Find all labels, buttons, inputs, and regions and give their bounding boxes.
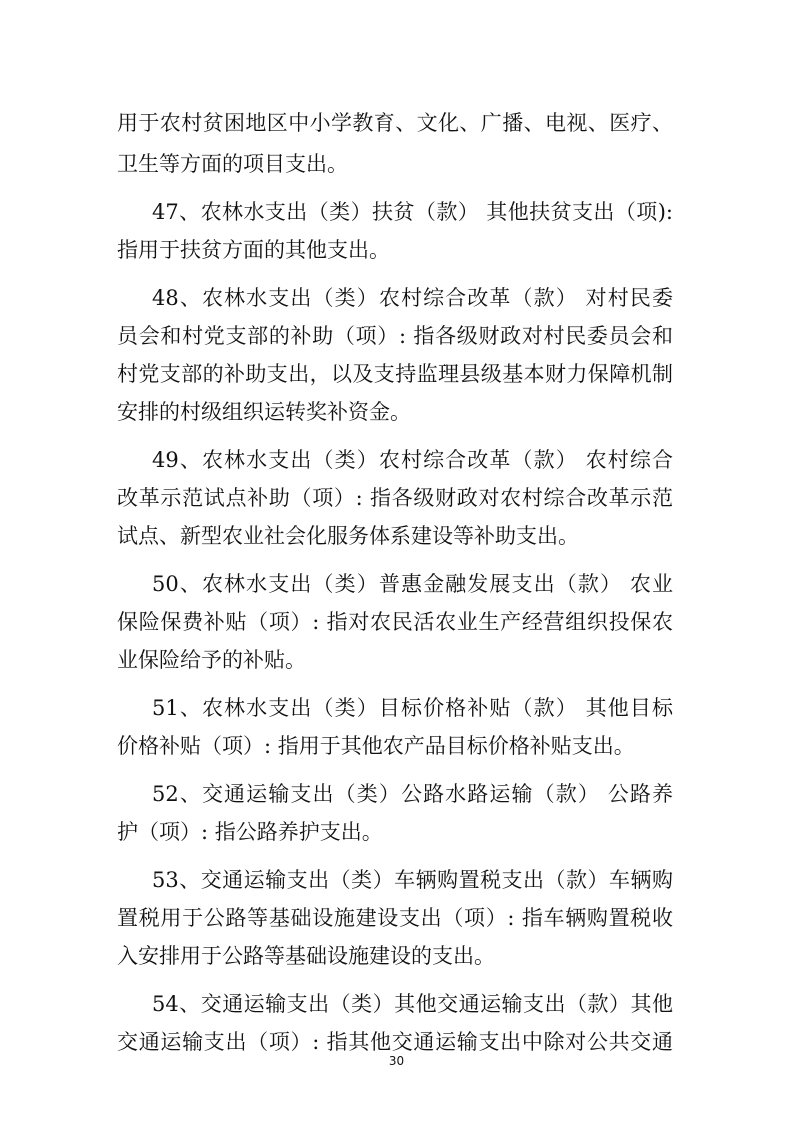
text-line: 48、农林水支出（类）农村综合改革（款） 对村民委 bbox=[152, 286, 673, 310]
text-line: 护（项）: 指公路养护支出。 bbox=[117, 820, 383, 844]
text-line: 用于农村贫困地区中小学教育、文化、广播、电视、医疗、 bbox=[117, 111, 673, 135]
text-line: 改革示范试点补助（项）: 指各级财政对农村综合改革示范 bbox=[117, 486, 673, 510]
text-line: 53、交通运输支出（类）车辆购置税支出（款）车辆购 bbox=[152, 868, 673, 892]
text-line: 指用于扶贫方面的其他支出。 bbox=[117, 238, 390, 262]
text-line: 员会和村党支部的补助（项）: 指各级财政对村民委员会和 bbox=[117, 324, 673, 348]
text-line: 50、农林水支出（类）普惠金融发展支出（款） 农业 bbox=[152, 572, 673, 596]
page-number: 30 bbox=[388, 1054, 405, 1068]
text-line: 安排的村级组织运转奖补资金。 bbox=[117, 400, 411, 424]
text-line: 保险保费补贴（项）: 指对农民活农业生产经营组织投保农 bbox=[117, 610, 673, 634]
text-line: 52、交通运输支出（类）公路水路运输（款） 公路养 bbox=[152, 782, 673, 806]
text-line: 51、农林水支出（类）目标价格补贴（款） 其他目标 bbox=[152, 696, 673, 720]
text-line: 交通运输支出（项）: 指其他交通运输支出中除对公共交通 bbox=[117, 1030, 673, 1054]
text-line: 业保险给予的补贴。 bbox=[117, 648, 306, 672]
text-line: 49、农林水支出（类）农村综合改革（款） 农村综合 bbox=[152, 448, 673, 472]
text-line: 卫生等方面的项目支出。 bbox=[117, 152, 348, 176]
text-line: 54、交通运输支出（类）其他交通运输支出（款）其他 bbox=[152, 992, 673, 1016]
text-line: 置税用于公路等基础设施建设支出（项）: 指车辆购置税收 bbox=[117, 906, 673, 930]
text-line: 入安排用于公路等基础设施建设的支出。 bbox=[117, 944, 495, 968]
text-line: 村党支部的补助支出，以及支持监理县级基本财力保障机制 bbox=[117, 362, 673, 386]
text-line: 价格补贴（项）: 指用于其他农产品目标价格补贴支出。 bbox=[117, 734, 635, 758]
text-line: 47、农林水支出（类）扶贫（款） 其他扶贫支出（项): bbox=[152, 200, 673, 224]
text-line: 试点、新型农业社会化服务体系建设等补助支出。 bbox=[117, 524, 579, 548]
